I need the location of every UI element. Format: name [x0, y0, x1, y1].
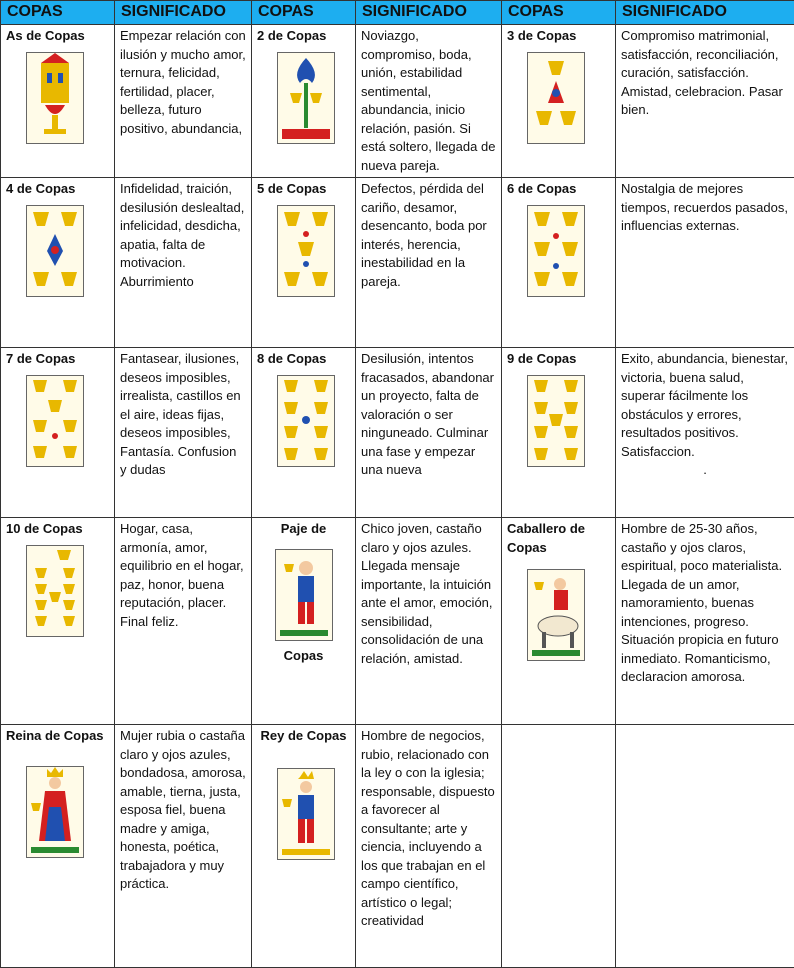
header-significado-3: SIGNIFICADO: [616, 1, 794, 25]
10-de-copas-card-image: [26, 545, 84, 637]
3-de-copas-card-image: [527, 52, 585, 144]
card-cell: [1, 518, 115, 725]
table-row: [1, 348, 794, 518]
card-name: 2 de Copas: [257, 27, 350, 46]
header-significado-2: SIGNIFICADO: [356, 1, 502, 25]
table-row: [1, 178, 794, 348]
card-name: 8 de Copas: [257, 350, 350, 369]
8-de-copas-card-image: [277, 375, 335, 467]
card-name: Caballero de Copas: [507, 520, 610, 557]
meaning-cell: Hogar, casa, armonía, amor, equilibrio en el hogar, paz, honor, buena reputación, placer. Final feliz.: [115, 518, 252, 725]
4-de-copas-card-image: [26, 205, 84, 297]
7-de-copas-card-image: [26, 375, 84, 467]
card-name: Reina de Copas: [6, 727, 109, 746]
card-name: Rey de Copas: [257, 727, 350, 746]
card-name: Paje de: [257, 520, 350, 539]
card-cell: [1, 25, 115, 178]
card-name: 5 de Copas: [257, 180, 350, 199]
card-cell: [252, 518, 356, 725]
6-de-copas-card-image: [527, 205, 585, 297]
header-copas-2: COPAS: [252, 1, 356, 25]
meaning-cell: Compromiso matrimonial, satisfacción, reconciliación, curación, satisfacción. Amistad, celebracion. Pasar bien.: [616, 25, 794, 178]
card-cell: [252, 348, 356, 518]
card-cell: [1, 348, 115, 518]
2-de-copas-card-image: [277, 52, 335, 144]
card-name: 6 de Copas: [507, 180, 610, 199]
meaning-cell: Empezar relación con ilusión y mucho amor, ternura, felicidad, fertilidad, placer, belleza, futuro positivo, abundancia,: [115, 25, 252, 178]
reina-de-copas-card-image: [26, 766, 84, 858]
card-name: 9 de Copas: [507, 350, 610, 369]
meaning-cell: Noviazgo, compromiso, boda, unión, estabilidad sentimental, abundancia, inicio relación, pasión. Si está soltero, llegada de nueva pareja.: [356, 25, 502, 178]
card-cell: [502, 518, 616, 725]
card-name-2: Copas: [257, 647, 350, 666]
meaning-cell: Hombre de negocios, rubio, relacionado con la ley o con la iglesia; responsable, dispuesto a favorecer al consultante; arte y ciencia, incluyendo a los que trabajan en el campo científico, artístico o legal; creatividad: [356, 725, 502, 968]
card-name: 7 de Copas: [6, 350, 109, 369]
meaning-cell: Desilusión, intentos fracasados, abandonar un proyecto, falta de valoración o ser ninguneado. Culminar una fase y empezar una nueva: [356, 348, 502, 518]
5-de-copas-card-image: [277, 205, 335, 297]
card-cell: [252, 25, 356, 178]
card-cell: [502, 178, 616, 348]
meaning-cell: Defectos, pérdida del cariño, desamor, desencanto, boda por interés, herencia, inestabilidad en la pareja.: [356, 178, 502, 348]
card-cell: [1, 725, 115, 968]
header-copas-1: COPAS: [1, 1, 115, 25]
table-row: [1, 725, 794, 968]
header-copas-3: COPAS: [502, 1, 616, 25]
card-cell: [1, 178, 115, 348]
table-row: [1, 518, 794, 725]
meaning-cell: Fantasear, ilusiones, deseos imposibles, irrealista, castillos en el aire, ideas fijas, deseos imposibles, Fantasía. Confusion y dudas: [115, 348, 252, 518]
caballero-de-copas-card-image: [527, 569, 585, 661]
paje-de-copas-card-image: [275, 549, 333, 641]
meaning-cell: Mujer rubia o castaña claro y ojos azules, bondadosa, amorosa, amable, tierna, justa, esposa fiel, buena madre y amiga, honesta, poética, trabajadora y muy práctica.: [115, 725, 252, 968]
meaning-cell: Nostalgia de mejores tiempos, recuerdos pasados, influencias externas.: [616, 178, 794, 348]
card-cell: [502, 348, 616, 518]
card-cell: [252, 725, 356, 968]
9-de-copas-card-image: [527, 375, 585, 467]
card-cell: [252, 178, 356, 348]
meaning-cell: Chico joven, castaño claro y ojos azules. Llegada mensaje importante, la intuición ante el amor, emoción, sensibilidad, consolidación de una relación, amistad.: [356, 518, 502, 725]
header-significado-1: SIGNIFICADO: [115, 1, 252, 25]
card-name: As de Copas: [6, 27, 109, 46]
meaning-cell: Hombre de 25-30 años, castaño y ojos claros, espiritual, poco materialista. Llegada de un amor, namoramiento, buenas intenciones, progreso. Situación propicia en futuro inmediato. Romanticismo, declaracion amorosa.: [616, 518, 794, 725]
card-name: 10 de Copas: [6, 520, 109, 539]
meaning-text: Exito, abundancia, bienestar, victoria, buena salud, superar fácilmente los obstáculos y errores, resultados positivos. Satisfaccion.: [621, 350, 789, 461]
empty-meaning-cell: [616, 725, 794, 968]
meaning-cell: [616, 348, 794, 518]
empty-card-cell: [502, 725, 616, 968]
card-name: 3 de Copas: [507, 27, 610, 46]
header-row: [1, 1, 794, 25]
meaning-cell: Infidelidad, traición, desilusión deslealtad, infelicidad, desdicha, apatia, falta de motivacion. Aburrimiento: [115, 178, 252, 348]
card-cell: [502, 25, 616, 178]
card-name: 4 de Copas: [6, 180, 109, 199]
table-row: [1, 25, 794, 178]
rey-de-copas-card-image: [277, 768, 335, 860]
meaning-extra: .: [621, 461, 789, 480]
as-de-copas-card-image: [26, 52, 84, 144]
